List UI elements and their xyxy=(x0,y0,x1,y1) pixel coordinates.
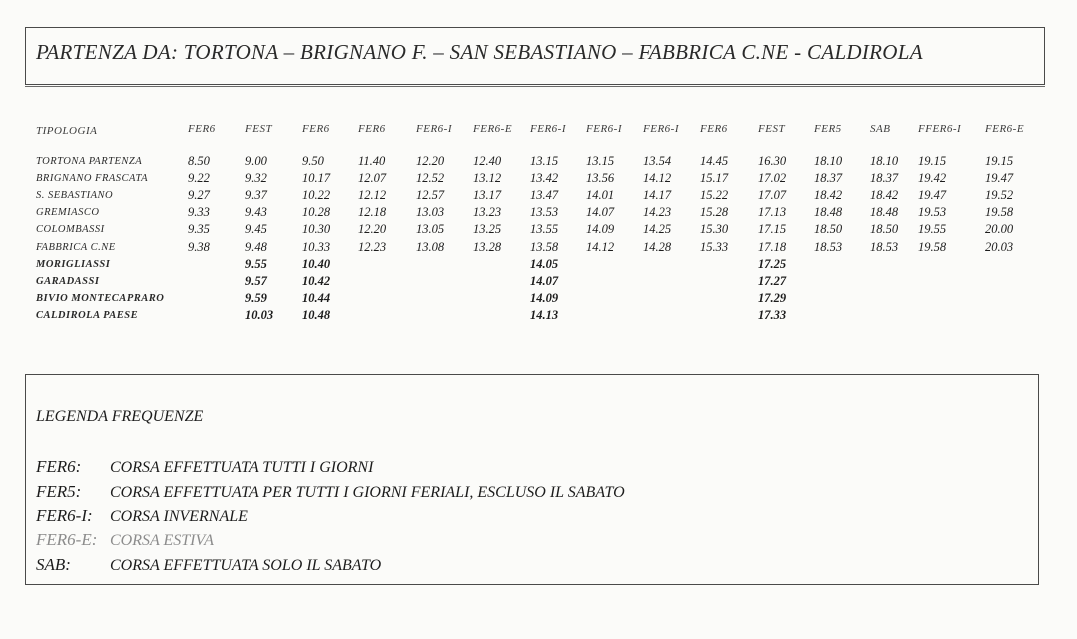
time-cell: 14.13 xyxy=(530,307,559,322)
time-cell: 19.15 xyxy=(985,154,1014,168)
divider xyxy=(25,86,1045,87)
legend-title: LEGENDA FREQUENZE xyxy=(36,408,204,425)
column-header: FER6 xyxy=(358,123,386,135)
time-cell: 13.56 xyxy=(586,171,615,186)
time-cell: 17.27 xyxy=(758,273,787,288)
time-cell: 14.07 xyxy=(530,273,559,288)
legend-text: CORSA ESTIVA xyxy=(110,532,214,549)
time-cell: 19.55 xyxy=(918,222,947,237)
time-cell: 13.15 xyxy=(586,154,615,168)
time-cell: 13.42 xyxy=(530,171,559,186)
stop-name: GREMIASCO xyxy=(36,207,100,219)
time-cell: 13.17 xyxy=(473,188,502,203)
time-cell: 15.33 xyxy=(700,239,729,254)
legend-code: FER6: xyxy=(36,457,82,476)
time-cell: 9.35 xyxy=(188,222,210,237)
time-cell: 18.37 xyxy=(814,171,843,186)
time-cell: 13.54 xyxy=(643,154,672,168)
legend-code: FER6-E: xyxy=(36,530,98,549)
time-cell: 19.58 xyxy=(985,205,1014,220)
time-cell: 14.09 xyxy=(530,290,559,305)
time-cell: 18.42 xyxy=(870,188,899,203)
legend-text: CORSA EFFETTUATA SOLO IL SABATO xyxy=(110,557,382,574)
time-cell: 19.47 xyxy=(985,171,1014,186)
stop-name: MORIGLIASSI xyxy=(36,258,111,270)
time-cell: 10.28 xyxy=(302,205,331,220)
column-header: FER6-I xyxy=(586,123,622,135)
time-cell: 9.57 xyxy=(245,273,267,288)
time-cell: 18.48 xyxy=(870,205,899,220)
time-cell: 19.58 xyxy=(918,239,947,254)
legend-text: CORSA EFFETTUATA PER TUTTI I GIORNI FERIALI, ESCLUSO IL SABATO xyxy=(110,484,625,501)
time-cell: 18.37 xyxy=(870,171,899,186)
time-cell: 17.33 xyxy=(758,307,787,322)
time-cell: 14.25 xyxy=(643,222,672,237)
column-header: FER6 xyxy=(188,123,216,135)
column-header: FER6-I xyxy=(643,123,679,135)
stop-name: BIVIO MONTECAPRARO xyxy=(36,292,165,304)
stop-name: CALDIROLA PAESE xyxy=(36,309,139,321)
legend-item xyxy=(36,555,381,575)
time-cell: 15.17 xyxy=(700,171,729,186)
time-cell: 18.48 xyxy=(814,205,843,220)
time-cell: 13.28 xyxy=(473,239,502,254)
time-cell: 9.32 xyxy=(245,171,267,186)
type-label: TIPOLOGIA xyxy=(36,125,98,137)
time-cell: 9.37 xyxy=(245,188,267,203)
time-cell: 18.10 xyxy=(870,154,899,168)
time-cell: 19.52 xyxy=(985,188,1014,203)
time-cell: 13.53 xyxy=(530,205,559,220)
time-cell: 13.12 xyxy=(473,171,502,186)
time-cell: 17.15 xyxy=(758,222,787,237)
time-cell: 20.00 xyxy=(985,222,1014,237)
time-cell: 19.47 xyxy=(918,188,947,203)
time-cell: 9.33 xyxy=(188,205,210,220)
legend-box xyxy=(25,374,1039,585)
time-cell: 18.53 xyxy=(814,239,843,254)
legend-item xyxy=(36,506,248,526)
time-cell: 14.28 xyxy=(643,239,672,254)
time-cell: 17.02 xyxy=(758,171,787,186)
legend-text: CORSA INVERNALE xyxy=(110,508,248,525)
time-cell: 17.29 xyxy=(758,290,787,305)
time-cell: 14.09 xyxy=(586,222,615,237)
time-cell: 18.50 xyxy=(870,222,899,237)
time-cell: 15.22 xyxy=(700,188,729,203)
time-cell: 18.42 xyxy=(814,188,843,203)
time-cell: 12.40 xyxy=(473,154,502,168)
time-cell: 18.50 xyxy=(814,222,843,237)
time-cell: 17.25 xyxy=(758,256,787,271)
time-cell: 12.20 xyxy=(358,222,387,237)
time-cell: 14.12 xyxy=(586,239,615,254)
column-header: FER6 xyxy=(302,123,330,135)
column-header: FFER6-I xyxy=(918,123,962,135)
time-cell: 10.03 xyxy=(245,307,274,322)
stop-name: GARADASSI xyxy=(36,275,100,287)
time-cell: 10.48 xyxy=(302,307,331,322)
time-cell: 10.22 xyxy=(302,188,331,203)
legend-code: SAB: xyxy=(36,555,71,574)
time-cell: 12.57 xyxy=(416,188,445,203)
time-cell: 17.18 xyxy=(758,239,787,254)
time-cell: 9.59 xyxy=(245,290,267,305)
time-cell: 12.12 xyxy=(358,188,387,203)
time-cell: 19.53 xyxy=(918,205,947,220)
stop-name: COLOMBASSI xyxy=(36,224,105,236)
time-cell: 12.23 xyxy=(358,239,387,254)
stop-name: BRIGNANO FRASCATA xyxy=(36,173,149,185)
time-cell: 14.12 xyxy=(643,171,672,186)
time-cell: 13.05 xyxy=(416,222,445,237)
time-cell: 14.01 xyxy=(586,188,615,203)
time-cell: 14.23 xyxy=(643,205,672,220)
time-cell: 20.03 xyxy=(985,239,1014,254)
time-cell: 10.33 xyxy=(302,239,331,254)
time-cell: 8.50 xyxy=(188,154,210,168)
time-cell: 14.17 xyxy=(643,188,672,203)
time-cell: 12.07 xyxy=(358,171,387,186)
time-cell: 14.05 xyxy=(530,256,559,271)
time-cell: 15.30 xyxy=(700,222,729,237)
time-cell: 17.13 xyxy=(758,205,787,220)
time-cell: 13.08 xyxy=(416,239,445,254)
time-cell: 19.42 xyxy=(918,171,947,186)
time-cell: 17.07 xyxy=(758,188,787,203)
legend-item xyxy=(36,457,373,477)
legend-item xyxy=(36,530,214,550)
time-cell: 10.30 xyxy=(302,222,331,237)
time-cell: 16.30 xyxy=(758,154,787,168)
stop-name: FABBRICA C.NE xyxy=(36,241,116,253)
column-header: FER6 xyxy=(700,123,728,135)
time-cell: 9.55 xyxy=(245,256,267,271)
time-cell: 13.23 xyxy=(473,205,502,220)
time-cell: 19.15 xyxy=(918,154,947,168)
legend-item xyxy=(36,482,625,502)
time-cell: 13.25 xyxy=(473,222,502,237)
page-title: PARTENZA DA: TORTONA – BRIGNANO F. – SAN SEBASTIANO – FABBRICA C.NE - CALDIROLA xyxy=(36,40,923,64)
time-cell: 18.53 xyxy=(870,239,899,254)
time-cell: 13.55 xyxy=(530,222,559,237)
time-cell: 12.20 xyxy=(416,154,445,168)
time-cell: 10.42 xyxy=(302,273,331,288)
time-cell: 15.28 xyxy=(700,205,729,220)
time-cell: 9.38 xyxy=(188,239,210,254)
column-header: FER6-I xyxy=(530,123,566,135)
column-header: SAB xyxy=(870,123,891,135)
time-cell: 9.27 xyxy=(188,188,210,203)
stop-name: TORTONA PARTENZA xyxy=(36,156,143,167)
time-cell: 9.50 xyxy=(302,154,324,168)
time-cell: 9.22 xyxy=(188,171,210,186)
time-cell: 10.40 xyxy=(302,256,331,271)
legend-text: CORSA EFFETTUATA TUTTI I GIORNI xyxy=(110,459,374,476)
column-header: FEST xyxy=(245,123,273,135)
time-cell: 18.10 xyxy=(814,154,843,168)
time-cell: 14.07 xyxy=(586,205,615,220)
column-header: FER6-E xyxy=(473,123,513,135)
time-cell: 12.18 xyxy=(358,205,387,220)
time-cell: 13.47 xyxy=(530,188,559,203)
stop-name: S. SEBASTIANO xyxy=(36,190,114,202)
time-cell: 9.45 xyxy=(245,222,267,237)
time-cell: 9.00 xyxy=(245,154,267,168)
column-header: FEST xyxy=(758,123,786,135)
time-cell: 13.15 xyxy=(530,154,559,168)
time-cell: 13.58 xyxy=(530,239,559,254)
time-cell: 14.45 xyxy=(700,154,729,168)
time-cell: 11.40 xyxy=(358,154,386,168)
time-cell: 9.48 xyxy=(245,239,267,254)
legend-code: FER5: xyxy=(36,482,82,501)
title-box xyxy=(25,27,1045,85)
time-cell: 12.52 xyxy=(416,171,445,186)
time-cell: 9.43 xyxy=(245,205,267,220)
legend-code: FER6-I: xyxy=(36,506,93,525)
time-cell: 10.17 xyxy=(302,171,331,186)
column-header: FER6-E xyxy=(985,123,1025,135)
time-cell: 10.44 xyxy=(302,290,331,305)
column-header: FER6-I xyxy=(416,123,452,135)
column-header: FER5 xyxy=(814,123,842,135)
time-cell: 13.03 xyxy=(416,205,445,220)
